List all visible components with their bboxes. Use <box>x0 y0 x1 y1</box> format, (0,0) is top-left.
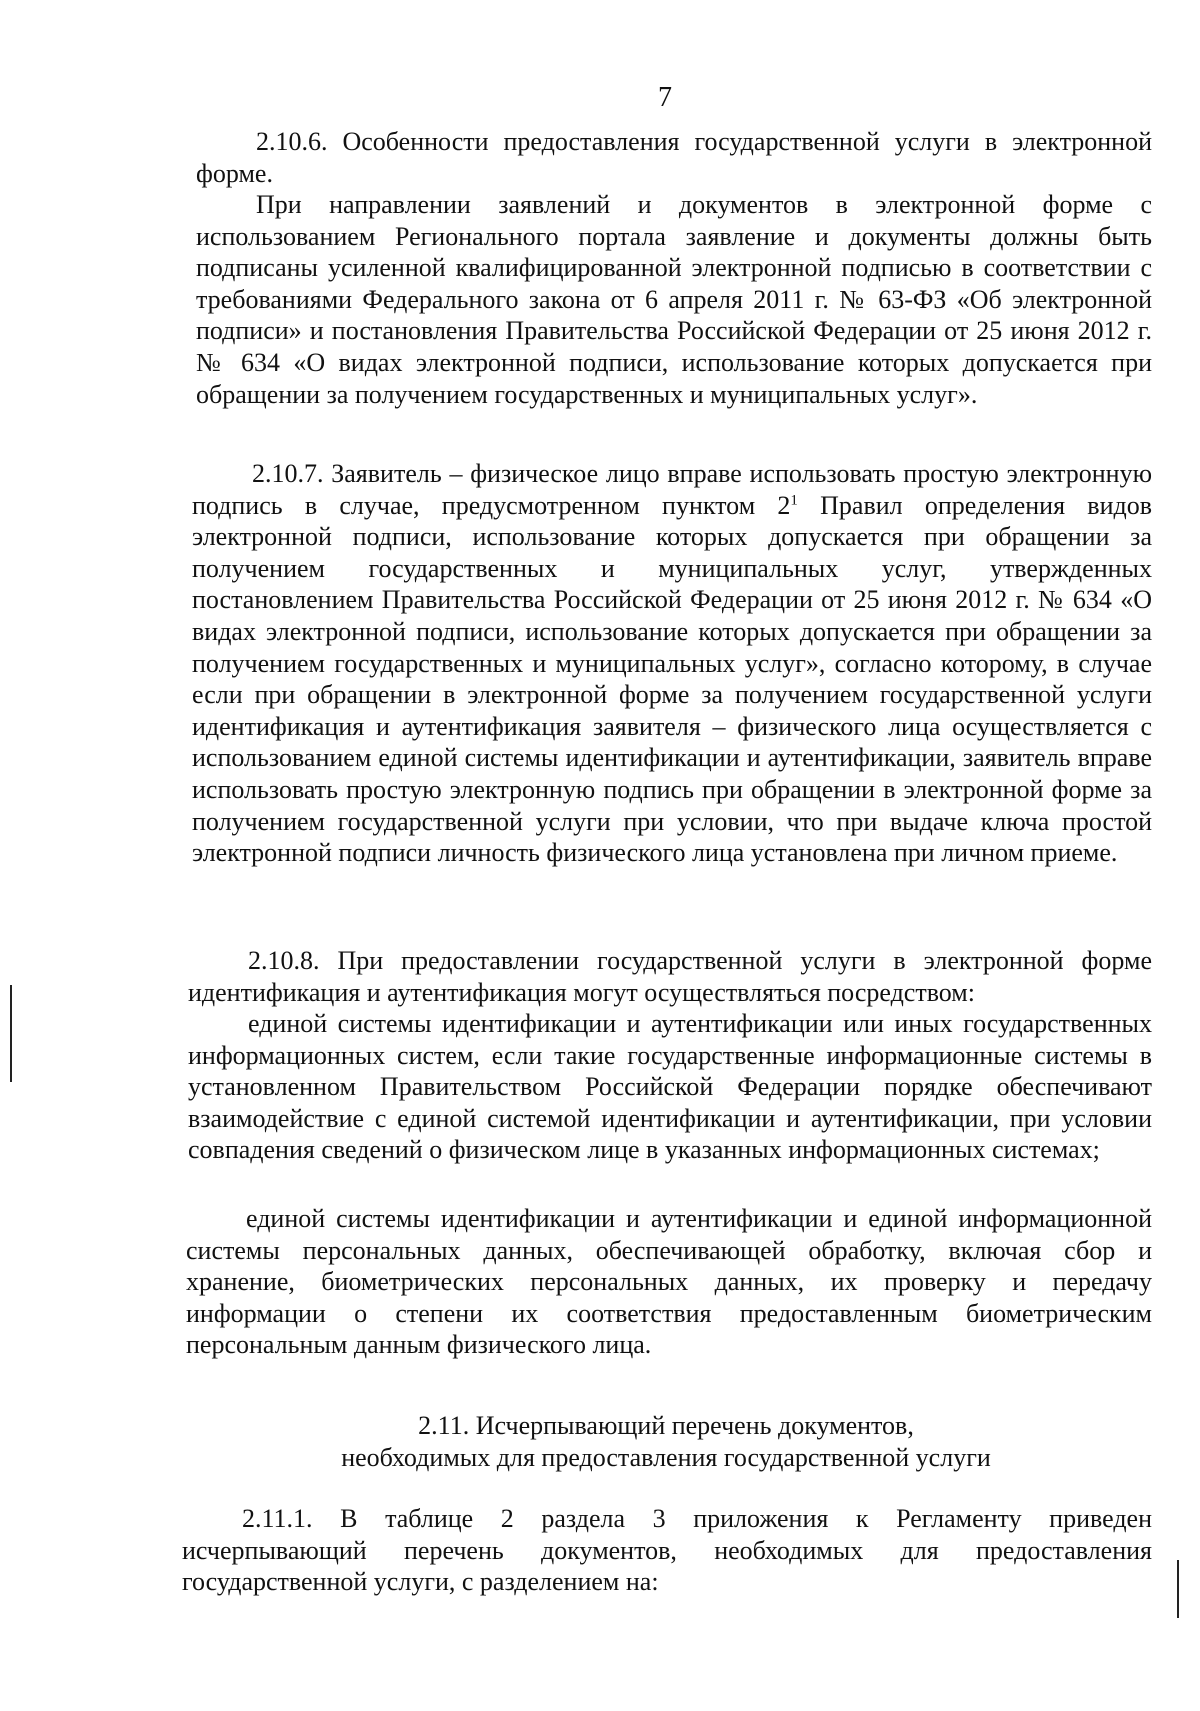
section-heading-line2: необходимых для предоставления государственной услуги <box>341 1443 991 1472</box>
paragraph-biometric: единой системы идентификации и аутентификации и единой информационной системы персональных данных, обеспечивающей обработку, включая сбор и хранение, биометрических персональных данных, их проверку и передачу информации о степени их соответствия предоставленным биометрическим персональным данным физического лица. <box>186 1204 1152 1360</box>
section-heading-line1: 2.11. Исчерпывающий перечень документов, <box>418 1411 914 1440</box>
paragraph-esia: единой системы идентификации и аутентификации или иных государственных информационных систем, если такие государственные информационные системы в установленном Правительством Российской Федерации порядке обеспечивают взаимодействие с единой системой идентификации и аутентификации, при условии совпадения сведений о физическом лице в указанных информационных системах; <box>188 1009 1152 1165</box>
margin-revision-line-left <box>10 985 12 1082</box>
paragraph-2-10-7-part1: 2.10.7. Заявитель – физическое лицо вправе использовать простую электронную подпись в случае, предусмотренном пунктом 2 <box>192 459 1152 520</box>
margin-revision-line-right <box>1177 1560 1179 1618</box>
paragraph-2-10-6: 2.10.6. Особенности предоставления государственной услуги в электронной форме. <box>196 127 1152 188</box>
superscript-marker: 1 <box>790 491 798 508</box>
paragraph-2-10-7 <box>192 458 1152 869</box>
paragraph-2-10-7-part2: Правил определения видов электронной подписи, использование которых допускается при обращении за получением государственных и муниципальных услуг, утвержденных постановлением Правительства Российской Федерации от 25 июня 2012 г. № 634 «О видах электронной подписи, использование которых допускается при обращении за получением государственных и муниципальных услуг», согласно которому, в случае если при обращении в электронной форме за получением государственной услуги идентификация и аутентификация заявителя – физического лица осуществляется с использованием единой системы идентификации и аутентификации, заявитель вправе использовать простую электронную подпись при обращении в электронной форме за получением государственной услуги при условии, что при выдаче ключа простой электронной подписи личность физического лица установлена при личном приеме. <box>192 490 1152 868</box>
paragraph-2-11-1: 2.11.1. В таблице 2 раздела 3 приложения к Регламенту приведен исчерпывающий перечень документов, необходимых для предоставления государственной услуги, с разделением на: <box>182 1504 1152 1597</box>
paragraph-2-10-8: 2.10.8. При предоставлении государственной услуги в электронной форме идентификация и аутентификация могут осуществляться посредством: <box>188 946 1152 1007</box>
page-number: 7 <box>658 82 672 113</box>
paragraph-electronic-signature: При направлении заявлений и документов в электронной форме с использованием Регионального портала заявление и документы должны быть подписаны усиленной квалифицированной электронной подписью в соответствии с требованиями Федерального закона от 6 апреля 2011 г. № 63-ФЗ «Об электронной подписи» и постановления Правительства Российской Федерации от 25 июня 2012 г. № 634 «О видах электронной подписи, использование которых допускается при обращении за получением государственных и муниципальных услуг». <box>196 190 1152 409</box>
